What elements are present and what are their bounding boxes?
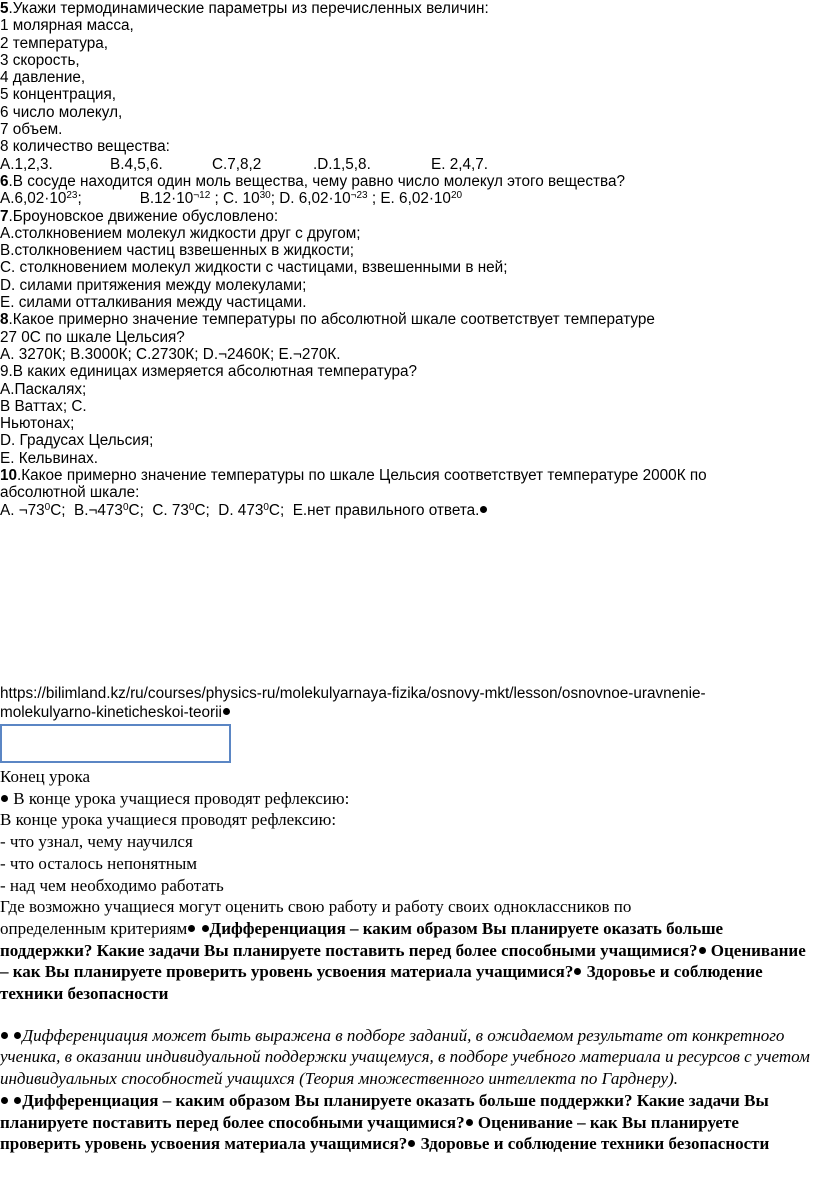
assessment-text: Где возможно учащиеся могут оценить свою работу и работу своих одноклассников по — [0, 897, 632, 917]
resource-link[interactable] — [0, 684, 812, 722]
list-item: А.столкновением молекул жидкости друг с другом; — [0, 224, 361, 242]
question-10: 10.Какое примерно значение температуры по шкале Цельсия соответствует температуре 2000К по — [0, 467, 707, 485]
list-item: Е. Кельвинах. — [0, 449, 99, 467]
reflection-text: В конце урока учащиеся проводят рефлексию: — [0, 810, 337, 830]
list-item: 4 давление, — [0, 69, 86, 87]
list-item: 5 концентрация, — [0, 86, 116, 104]
question-6-options: $А.6,02\cdot 10^{23}$; $В.12\cdot 10^{\neg 12}$ ; С. $10^{30}$; D. $6,02\cdot 10^{\neg 23}$ ; Е. $6,02\cdot 10^{20}$ — [0, 190, 463, 208]
bullet-icon — [223, 708, 230, 715]
reflection-bullet: В конце урока учащиеся проводят рефлексию: — [13, 788, 350, 808]
question-9: 9.В каких единицах измеряется абсолютная температура? — [0, 363, 418, 381]
link-line-2[interactable]: molekulyarno-kineticheskoi-teorii — [0, 704, 222, 721]
list-item: 7 объем. — [0, 121, 63, 139]
question-8-line2: 27 0С по шкале Цельсия? — [0, 328, 185, 346]
list-item: В.столкновением частиц взвешенных в жидкости; — [0, 242, 354, 260]
question-5-options: А.1,2,3. В.4,5,6. С.7,8,2 .D.1,5,8. Е. 2,4,7. — [0, 155, 488, 173]
list-item: 6 число молекул, — [0, 103, 123, 121]
question-8-options: А. 3270К; В.3000К; С.2730К; D.¬2460К; Е.¬270К. — [0, 345, 341, 363]
list-item: 2 температура, — [0, 34, 109, 52]
bullet-icon — [1, 795, 8, 802]
list-item: D. Градусах Цельсия; — [0, 432, 154, 450]
bullet-icon — [188, 925, 195, 932]
question-10-options: А. $\neg 73^0С$; $В.\neg 473^0С$; С. $73^0С$; D. $473^0С$; Е.нет правильного ответа. — [0, 502, 812, 519]
criteria-block: определенным критериям Дифференциация – каким образом Вы планируете оказать больше поддержки? Какие задачи Вы планируете поставить перед более способными учащимися? Оценивание – как Вы планируете проверить уровень усвоения материала учащимися? Здоровье и соблюдение техники безопасности — [0, 918, 806, 1004]
empty-text-box[interactable] — [0, 724, 231, 763]
bullet-icon — [408, 1140, 415, 1147]
list-item: - что осталось непонятным — [0, 853, 198, 873]
bullet-icon — [1, 1097, 8, 1104]
question-7: 7.Броуновское движение обусловлено: — [0, 207, 279, 225]
questions-block: Дифференциация – каким образом Вы планируете оказать больше поддержки? Какие задачи Вы планируете поставить перед более способными учащимися? Оценивание – как Вы планируете проверить уровень усвоения материала учащимися? Здоровье и соблюдение техники безопасности — [0, 1090, 770, 1154]
bullet-icon — [14, 1032, 21, 1039]
bullet-icon — [14, 1097, 21, 1104]
bullet-icon — [202, 925, 209, 932]
section-title: Конец урока — [0, 767, 91, 786]
bullet-icon — [466, 1119, 473, 1126]
list-item: Е. силами отталкивания между частицами. — [0, 294, 307, 312]
list-item: - над чем необходимо работать — [0, 875, 224, 895]
list-item: 3 скорость, — [0, 51, 80, 69]
quiz-section — [0, 0, 812, 519]
list-item: С. столкновением молекул жидкости с частицами, взвешенными в ней; — [0, 259, 508, 277]
list-item: Ньютонах; — [0, 415, 75, 433]
lesson-end-section — [0, 766, 814, 1155]
differentiation-note: Дифференциация может быть выражена в подборе заданий, в ожидаемом результате от конкретного ученика, в оказании индивидуальной поддержки учащемуся, в подборе учебного материала и ресурсов с учетом индивидуальных способностей учащихся (Теория множественного интеллекта по Гарднеру). — [0, 1025, 810, 1089]
question-10-line2: абсолютной шкале: — [0, 484, 140, 502]
list-item: 8 количество вещества: — [0, 138, 170, 156]
question-8: 8.Какое примерно значение температуры по абсолютной шкале соответствует температуре — [0, 311, 655, 329]
question-5: 5.Укажи термодинамические параметры из перечисленных величин: — [0, 0, 489, 17]
list-item: 1 молярная масса, — [0, 17, 134, 35]
bullet-icon — [1, 1032, 8, 1039]
question-6: 6.В сосуде находится один моль вещества, чему равно число молекул этого вещества? — [0, 172, 625, 190]
bullet-icon — [480, 506, 487, 513]
bullet-icon — [574, 968, 581, 975]
link-line-1[interactable]: https://bilimland.kz/ru/courses/physics-ru/molekulyarnaya-fizika/osnovy-mkt/lesson/osnovnoe-uravnenie- — [0, 685, 706, 702]
list-item: А.Паскалях; — [0, 380, 87, 398]
bullet-icon — [699, 947, 706, 954]
list-item: D. силами притяжения между молекулами; — [0, 276, 307, 294]
list-item: В Ваттах; С. — [0, 397, 87, 415]
list-item: - что узнал, чему научился — [0, 832, 193, 852]
